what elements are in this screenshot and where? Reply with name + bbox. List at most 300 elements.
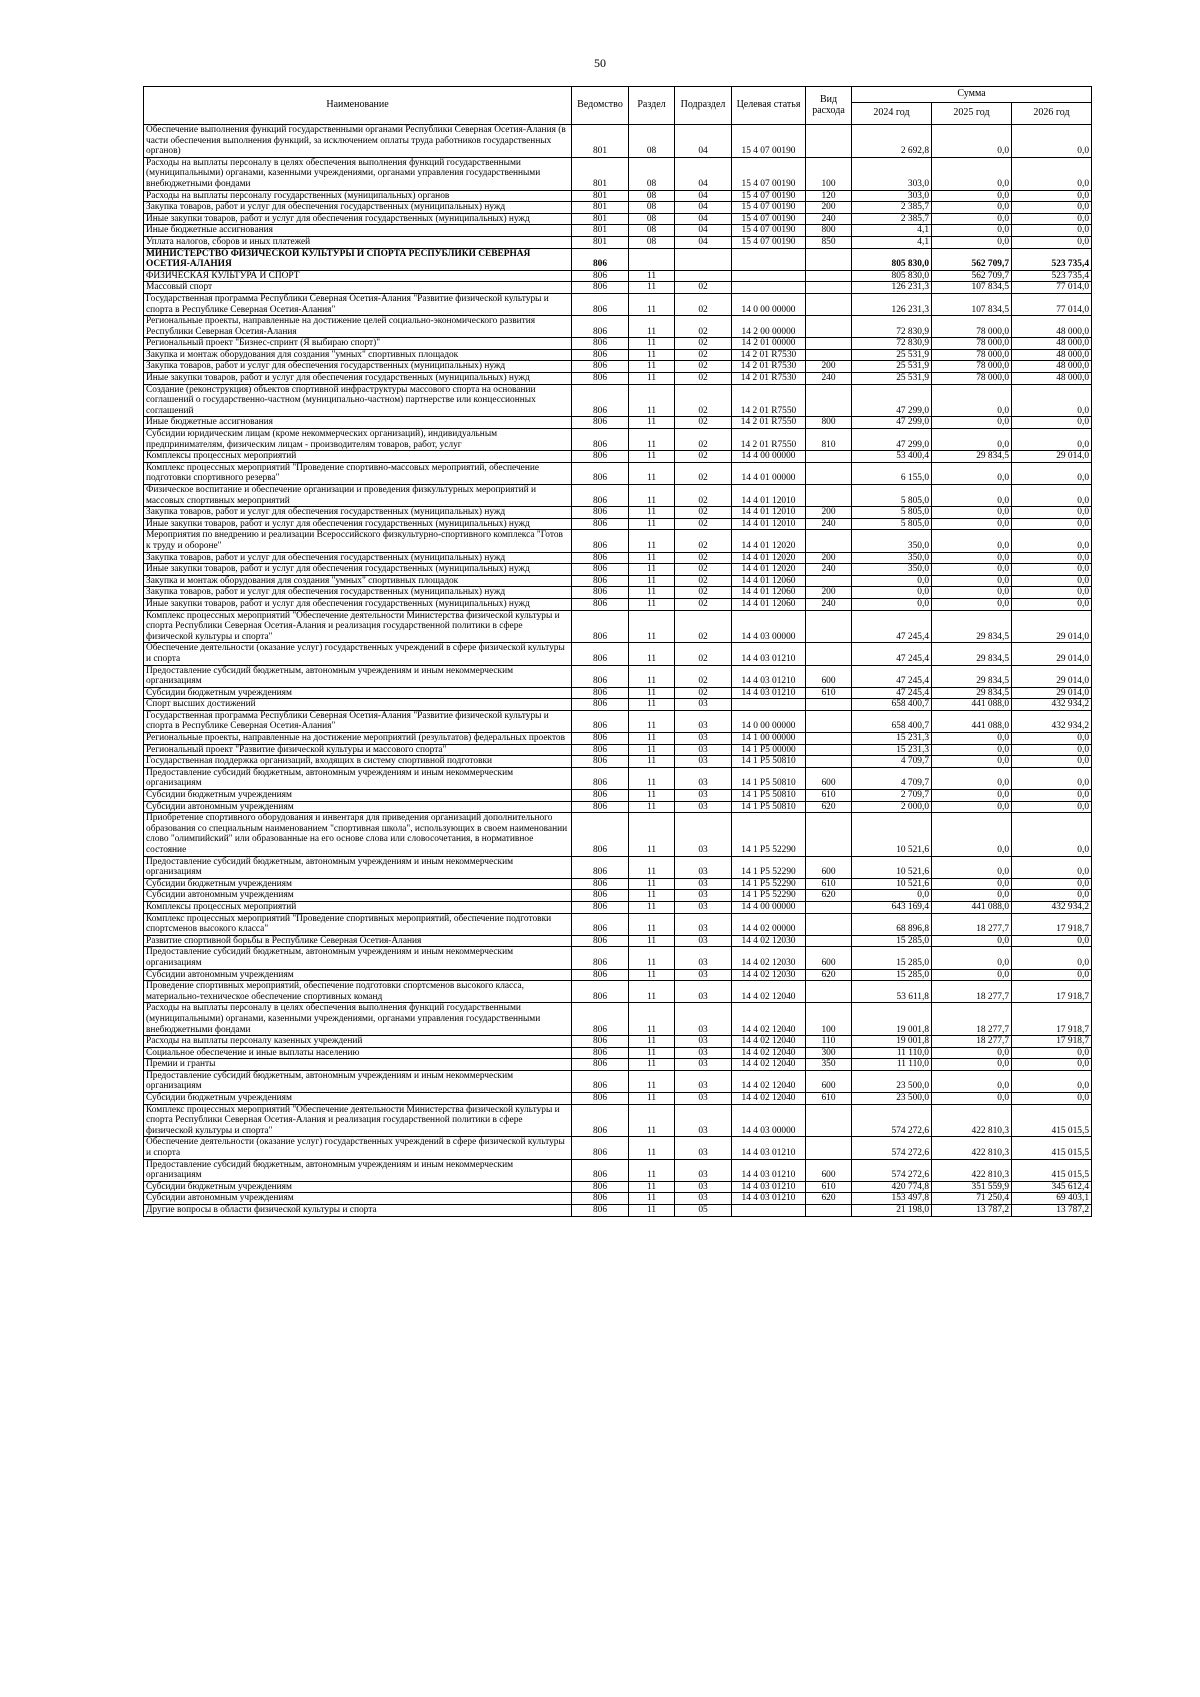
cell-razdel: 11 bbox=[629, 293, 675, 315]
table-row bbox=[144, 1193, 1092, 1205]
cell-vedomstvo: 806 bbox=[572, 913, 629, 935]
cell-razdel: 11 bbox=[629, 429, 675, 451]
cell-sum-2024: 68 896,8 bbox=[852, 913, 932, 935]
cell-name: Массовый спорт bbox=[144, 282, 572, 294]
cell-razdel: 11 bbox=[629, 270, 675, 282]
cell-sum-2025: 562 709,7 bbox=[932, 270, 1012, 282]
table-row bbox=[144, 643, 1092, 665]
cell-sum-2026: 0,0 bbox=[1012, 530, 1092, 552]
cell-vid-raskhoda: 600 bbox=[806, 1159, 852, 1181]
cell-sum-2024: 4,1 bbox=[852, 236, 932, 248]
cell-sum-2025: 0,0 bbox=[932, 856, 1012, 878]
cell-vid-raskhoda bbox=[806, 349, 852, 361]
cell-vedomstvo: 806 bbox=[572, 1104, 629, 1137]
cell-sum-2025: 0,0 bbox=[932, 947, 1012, 969]
cell-sum-2026: 17 918,7 bbox=[1012, 1003, 1092, 1036]
cell-vid-raskhoda bbox=[806, 293, 852, 315]
cell-sum-2026: 523 735,4 bbox=[1012, 270, 1092, 282]
cell-celevaya-statya: 14 4 02 12030 bbox=[732, 969, 806, 981]
cell-sum-2025: 29 834,5 bbox=[932, 451, 1012, 463]
cell-celevaya-statya: 14 4 01 12020 bbox=[732, 552, 806, 564]
table-row bbox=[144, 1104, 1092, 1137]
cell-name: Обеспечение деятельности (оказание услуг) государственных учреждений в сфере физической культуры и спорта bbox=[144, 1137, 572, 1159]
table-row bbox=[144, 813, 1092, 856]
cell-sum-2025: 71 250,4 bbox=[932, 1193, 1012, 1205]
cell-name: Предоставление субсидий бюджетным, автономным учреждениям и иным некоммерческим организациям bbox=[144, 947, 572, 969]
cell-razdel: 11 bbox=[629, 361, 675, 373]
cell-vid-raskhoda bbox=[806, 270, 852, 282]
cell-razdel: 11 bbox=[629, 981, 675, 1003]
cell-celevaya-statya: 14 2 01 R7550 bbox=[732, 384, 806, 417]
cell-sum-2025: 107 834,5 bbox=[932, 293, 1012, 315]
cell-razdel: 11 bbox=[629, 1047, 675, 1059]
header-vedomstvo: Ведомство bbox=[572, 87, 629, 125]
cell-vedomstvo: 806 bbox=[572, 1137, 629, 1159]
table-row bbox=[144, 1205, 1092, 1217]
cell-name: Закупка и монтаж оборудования для создания "умных" спортивных площадок bbox=[144, 349, 572, 361]
cell-sum-2024: 6 155,0 bbox=[852, 462, 932, 484]
cell-vid-raskhoda bbox=[806, 451, 852, 463]
cell-vedomstvo: 801 bbox=[572, 125, 629, 158]
cell-celevaya-statya: 14 1 P5 50810 bbox=[732, 767, 806, 789]
table-row bbox=[144, 878, 1092, 890]
table-row bbox=[144, 225, 1092, 237]
cell-razdel: 11 bbox=[629, 564, 675, 576]
cell-podrazdel: 03 bbox=[675, 1137, 732, 1159]
table-row bbox=[144, 530, 1092, 552]
cell-podrazdel: 02 bbox=[675, 530, 732, 552]
table-row bbox=[144, 125, 1092, 158]
cell-vid-raskhoda bbox=[806, 699, 852, 711]
cell-sum-2025: 107 834,5 bbox=[932, 282, 1012, 294]
cell-vid-raskhoda: 850 bbox=[806, 236, 852, 248]
cell-sum-2025: 0,0 bbox=[932, 1047, 1012, 1059]
cell-name: Другие вопросы в области физической культуры и спорта bbox=[144, 1205, 572, 1217]
cell-vedomstvo: 806 bbox=[572, 969, 629, 981]
cell-razdel: 11 bbox=[629, 890, 675, 902]
cell-sum-2025: 0,0 bbox=[932, 236, 1012, 248]
cell-vid-raskhoda bbox=[806, 248, 852, 270]
cell-sum-2024: 2 385,7 bbox=[852, 202, 932, 214]
cell-podrazdel: 03 bbox=[675, 790, 732, 802]
cell-celevaya-statya: 15 4 07 00190 bbox=[732, 125, 806, 158]
cell-celevaya-statya: 14 4 01 12010 bbox=[732, 485, 806, 507]
cell-sum-2024: 15 285,0 bbox=[852, 969, 932, 981]
table-row bbox=[144, 316, 1092, 338]
cell-vid-raskhoda: 800 bbox=[806, 225, 852, 237]
cell-razdel: 11 bbox=[629, 1093, 675, 1105]
cell-vedomstvo: 801 bbox=[572, 157, 629, 190]
cell-celevaya-statya: 14 0 00 00000 bbox=[732, 710, 806, 732]
cell-sum-2026: 48 000,0 bbox=[1012, 316, 1092, 338]
cell-sum-2024: 15 231,3 bbox=[852, 744, 932, 756]
cell-razdel: 11 bbox=[629, 610, 675, 643]
cell-sum-2024: 72 830,9 bbox=[852, 338, 932, 350]
cell-sum-2026: 0,0 bbox=[1012, 485, 1092, 507]
cell-sum-2024: 303,0 bbox=[852, 190, 932, 202]
cell-sum-2026: 29 014,0 bbox=[1012, 451, 1092, 463]
cell-razdel: 11 bbox=[629, 451, 675, 463]
cell-vid-raskhoda: 200 bbox=[806, 587, 852, 599]
cell-sum-2025: 0,0 bbox=[932, 756, 1012, 768]
cell-celevaya-statya: 14 4 01 12010 bbox=[732, 518, 806, 530]
cell-vid-raskhoda bbox=[806, 338, 852, 350]
cell-name: Комплекс процессных мероприятий "Обеспечение деятельности Министерства физической культуры и спорта Республики Северная Осетия-Алания и реализация государственной политики в сфере физической культуры и спорта" bbox=[144, 1104, 572, 1137]
cell-sum-2025: 0,0 bbox=[932, 598, 1012, 610]
cell-sum-2025: 0,0 bbox=[932, 1059, 1012, 1071]
table-row bbox=[144, 248, 1092, 270]
cell-vedomstvo: 806 bbox=[572, 901, 629, 913]
cell-celevaya-statya: 14 1 P5 50810 bbox=[732, 790, 806, 802]
cell-vid-raskhoda: 100 bbox=[806, 157, 852, 190]
cell-name: Субсидии автономным учреждениям bbox=[144, 890, 572, 902]
cell-name: Комплексы процессных мероприятий bbox=[144, 901, 572, 913]
cell-celevaya-statya: 14 2 01 R7530 bbox=[732, 349, 806, 361]
cell-name: Иные бюджетные ассигнования bbox=[144, 225, 572, 237]
cell-sum-2025: 29 834,5 bbox=[932, 665, 1012, 687]
cell-name: Иные закупки товаров, работ и услуг для обеспечения государственных (муниципальных) нужд bbox=[144, 518, 572, 530]
cell-podrazdel: 03 bbox=[675, 756, 732, 768]
table-row bbox=[144, 552, 1092, 564]
cell-sum-2024: 25 531,9 bbox=[852, 361, 932, 373]
table-row bbox=[144, 1036, 1092, 1048]
cell-sum-2025: 0,0 bbox=[932, 767, 1012, 789]
cell-sum-2025: 0,0 bbox=[932, 969, 1012, 981]
table-row bbox=[144, 349, 1092, 361]
cell-sum-2025: 0,0 bbox=[932, 530, 1012, 552]
cell-name: Закупка товаров, работ и услуг для обеспечения государственных (муниципальных) нужд bbox=[144, 552, 572, 564]
cell-sum-2024: 126 231,3 bbox=[852, 293, 932, 315]
cell-sum-2025: 0,0 bbox=[932, 518, 1012, 530]
cell-sum-2026: 0,0 bbox=[1012, 733, 1092, 745]
cell-name: Субсидии автономным учреждениям bbox=[144, 1193, 572, 1205]
cell-name: Комплекс процессных мероприятий "Обеспечение деятельности Министерства физической культуры и спорта Республики Северная Осетия-Алания и реализация государственной политики в сфере физической культуры и спорта" bbox=[144, 610, 572, 643]
cell-vid-raskhoda: 200 bbox=[806, 361, 852, 373]
cell-razdel: 11 bbox=[629, 935, 675, 947]
cell-sum-2026: 0,0 bbox=[1012, 575, 1092, 587]
cell-podrazdel: 02 bbox=[675, 361, 732, 373]
cell-sum-2025: 78 000,0 bbox=[932, 373, 1012, 385]
cell-vid-raskhoda bbox=[806, 1205, 852, 1217]
cell-sum-2024: 350,0 bbox=[852, 530, 932, 552]
cell-celevaya-statya: 14 4 01 12060 bbox=[732, 598, 806, 610]
cell-celevaya-statya: 14 2 01 R7550 bbox=[732, 417, 806, 429]
cell-sum-2026: 0,0 bbox=[1012, 813, 1092, 856]
cell-razdel: 08 bbox=[629, 213, 675, 225]
cell-razdel: 11 bbox=[629, 744, 675, 756]
cell-podrazdel: 03 bbox=[675, 947, 732, 969]
cell-vid-raskhoda: 600 bbox=[806, 856, 852, 878]
cell-podrazdel: 03 bbox=[675, 1047, 732, 1059]
cell-sum-2024: 2 385,7 bbox=[852, 213, 932, 225]
cell-podrazdel: 04 bbox=[675, 190, 732, 202]
cell-vid-raskhoda: 200 bbox=[806, 202, 852, 214]
cell-sum-2025: 0,0 bbox=[932, 125, 1012, 158]
cell-vid-raskhoda bbox=[806, 575, 852, 587]
cell-sum-2024: 25 531,9 bbox=[852, 349, 932, 361]
cell-vedomstvo: 806 bbox=[572, 485, 629, 507]
cell-sum-2026: 0,0 bbox=[1012, 587, 1092, 599]
cell-vid-raskhoda bbox=[806, 485, 852, 507]
header-summa: Сумма bbox=[852, 87, 1092, 103]
cell-sum-2026: 0,0 bbox=[1012, 157, 1092, 190]
cell-sum-2024: 805 830,0 bbox=[852, 270, 932, 282]
cell-sum-2024: 47 299,0 bbox=[852, 429, 932, 451]
cell-podrazdel: 03 bbox=[675, 1104, 732, 1137]
cell-name: Субсидии бюджетным учреждениям bbox=[144, 687, 572, 699]
cell-sum-2026: 432 934,2 bbox=[1012, 901, 1092, 913]
cell-celevaya-statya: 14 1 P5 50810 bbox=[732, 756, 806, 768]
cell-sum-2026: 0,0 bbox=[1012, 935, 1092, 947]
cell-sum-2025: 0,0 bbox=[932, 1070, 1012, 1092]
cell-sum-2026: 0,0 bbox=[1012, 190, 1092, 202]
table-row bbox=[144, 1137, 1092, 1159]
cell-name: Расходы на выплаты персоналу государственных (муниципальных) органов bbox=[144, 190, 572, 202]
cell-name: Комплекс процессных мероприятий "Проведение спортивно-массовых мероприятий, обеспечение подготовки спортивного резерва" bbox=[144, 462, 572, 484]
cell-vedomstvo: 801 bbox=[572, 202, 629, 214]
cell-vedomstvo: 806 bbox=[572, 293, 629, 315]
cell-sum-2025: 29 834,5 bbox=[932, 643, 1012, 665]
table-row bbox=[144, 901, 1092, 913]
cell-name: Иные закупки товаров, работ и услуг для обеспечения государственных (муниципальных) нужд bbox=[144, 373, 572, 385]
cell-podrazdel: 02 bbox=[675, 518, 732, 530]
cell-sum-2025: 0,0 bbox=[932, 575, 1012, 587]
cell-sum-2026: 29 014,0 bbox=[1012, 687, 1092, 699]
cell-sum-2026: 0,0 bbox=[1012, 878, 1092, 890]
cell-vedomstvo: 806 bbox=[572, 361, 629, 373]
cell-vedomstvo: 806 bbox=[572, 947, 629, 969]
cell-celevaya-statya: 14 4 00 00000 bbox=[732, 901, 806, 913]
cell-razdel: 11 bbox=[629, 643, 675, 665]
table-row bbox=[144, 1181, 1092, 1193]
cell-celevaya-statya: 14 4 02 12030 bbox=[732, 935, 806, 947]
cell-vid-raskhoda: 200 bbox=[806, 552, 852, 564]
cell-razdel: 11 bbox=[629, 282, 675, 294]
cell-vedomstvo: 806 bbox=[572, 1159, 629, 1181]
cell-podrazdel: 04 bbox=[675, 125, 732, 158]
cell-sum-2026: 415 015,5 bbox=[1012, 1159, 1092, 1181]
cell-vedomstvo: 806 bbox=[572, 1070, 629, 1092]
cell-sum-2024: 643 169,4 bbox=[852, 901, 932, 913]
cell-razdel: 11 bbox=[629, 373, 675, 385]
cell-sum-2024: 126 231,3 bbox=[852, 282, 932, 294]
cell-name: Субсидии бюджетным учреждениям bbox=[144, 878, 572, 890]
cell-name: МИНИСТЕРСТВО ФИЗИЧЕСКОЙ КУЛЬТУРЫ И СПОРТА РЕСПУБЛИКИ СЕВЕРНАЯ ОСЕТИЯ-АЛАНИЯ bbox=[144, 248, 572, 270]
cell-sum-2025: 0,0 bbox=[932, 507, 1012, 519]
cell-podrazdel: 03 bbox=[675, 1070, 732, 1092]
cell-vedomstvo: 806 bbox=[572, 282, 629, 294]
cell-sum-2026: 48 000,0 bbox=[1012, 373, 1092, 385]
cell-vedomstvo: 801 bbox=[572, 213, 629, 225]
cell-vid-raskhoda: 240 bbox=[806, 213, 852, 225]
cell-razdel: 11 bbox=[629, 316, 675, 338]
cell-sum-2024: 2 692,8 bbox=[852, 125, 932, 158]
cell-razdel: 08 bbox=[629, 225, 675, 237]
cell-razdel: 11 bbox=[629, 801, 675, 813]
cell-sum-2026: 17 918,7 bbox=[1012, 1036, 1092, 1048]
cell-celevaya-statya: 14 0 00 00000 bbox=[732, 293, 806, 315]
cell-sum-2024: 11 110,0 bbox=[852, 1059, 932, 1071]
cell-sum-2025: 18 277,7 bbox=[932, 981, 1012, 1003]
cell-vedomstvo: 801 bbox=[572, 236, 629, 248]
cell-vid-raskhoda: 610 bbox=[806, 878, 852, 890]
cell-vedomstvo: 806 bbox=[572, 801, 629, 813]
cell-name: Расходы на выплаты персоналу в целях обеспечения выполнения функций государственными (муниципальными) органами, казенными учреждениями, органами управления государственными внебюджетными фондами bbox=[144, 1003, 572, 1036]
cell-celevaya-statya: 14 4 02 12040 bbox=[732, 1047, 806, 1059]
cell-celevaya-statya: 14 4 02 12040 bbox=[732, 1036, 806, 1048]
cell-vid-raskhoda: 610 bbox=[806, 1093, 852, 1105]
cell-podrazdel: 04 bbox=[675, 202, 732, 214]
cell-razdel: 11 bbox=[629, 587, 675, 599]
cell-razdel: 11 bbox=[629, 665, 675, 687]
cell-sum-2026: 0,0 bbox=[1012, 1047, 1092, 1059]
cell-sum-2025: 13 787,2 bbox=[932, 1205, 1012, 1217]
cell-sum-2026: 0,0 bbox=[1012, 801, 1092, 813]
cell-razdel: 11 bbox=[629, 687, 675, 699]
cell-sum-2026: 0,0 bbox=[1012, 1093, 1092, 1105]
cell-podrazdel: 03 bbox=[675, 969, 732, 981]
cell-podrazdel: 02 bbox=[675, 282, 732, 294]
header-year-2026: 2026 год bbox=[1012, 103, 1092, 125]
cell-name: Премии и гранты bbox=[144, 1059, 572, 1071]
cell-vid-raskhoda bbox=[806, 913, 852, 935]
cell-sum-2026: 0,0 bbox=[1012, 969, 1092, 981]
cell-sum-2025: 18 277,7 bbox=[932, 1036, 1012, 1048]
cell-sum-2024: 2 709,7 bbox=[852, 790, 932, 802]
cell-podrazdel: 02 bbox=[675, 451, 732, 463]
cell-vedomstvo: 806 bbox=[572, 1181, 629, 1193]
table-row bbox=[144, 507, 1092, 519]
cell-sum-2026: 0,0 bbox=[1012, 202, 1092, 214]
cell-celevaya-statya: 14 4 02 12040 bbox=[732, 981, 806, 1003]
cell-celevaya-statya: 14 4 03 00000 bbox=[732, 610, 806, 643]
table-row bbox=[144, 157, 1092, 190]
header-razdel: Раздел bbox=[629, 87, 675, 125]
cell-sum-2024: 658 400,7 bbox=[852, 699, 932, 711]
cell-vid-raskhoda: 120 bbox=[806, 190, 852, 202]
cell-vedomstvo: 806 bbox=[572, 1205, 629, 1217]
cell-sum-2025: 0,0 bbox=[932, 878, 1012, 890]
cell-vid-raskhoda: 600 bbox=[806, 947, 852, 969]
cell-vedomstvo: 806 bbox=[572, 530, 629, 552]
cell-podrazdel: 02 bbox=[675, 507, 732, 519]
cell-razdel: 11 bbox=[629, 1181, 675, 1193]
cell-vid-raskhoda bbox=[806, 530, 852, 552]
cell-vid-raskhoda bbox=[806, 1137, 852, 1159]
cell-sum-2024: 5 805,0 bbox=[852, 507, 932, 519]
cell-podrazdel: 02 bbox=[675, 598, 732, 610]
cell-name: Комплекс процессных мероприятий "Проведение спортивных мероприятий, обеспечение подготовки спортсменов высокого класса" bbox=[144, 913, 572, 935]
cell-sum-2025: 0,0 bbox=[932, 429, 1012, 451]
cell-celevaya-statya: 14 2 01 R7530 bbox=[732, 373, 806, 385]
cell-razdel: 11 bbox=[629, 878, 675, 890]
cell-sum-2026: 48 000,0 bbox=[1012, 361, 1092, 373]
cell-sum-2026: 0,0 bbox=[1012, 213, 1092, 225]
cell-celevaya-statya: 14 1 P5 52290 bbox=[732, 878, 806, 890]
cell-vedomstvo: 806 bbox=[572, 587, 629, 599]
cell-podrazdel: 02 bbox=[675, 462, 732, 484]
cell-vid-raskhoda: 100 bbox=[806, 1003, 852, 1036]
cell-sum-2025: 0,0 bbox=[932, 462, 1012, 484]
cell-sum-2024: 574 272,6 bbox=[852, 1159, 932, 1181]
cell-podrazdel bbox=[675, 270, 732, 282]
cell-razdel: 11 bbox=[629, 1059, 675, 1071]
cell-celevaya-statya bbox=[732, 1205, 806, 1217]
cell-vedomstvo: 806 bbox=[572, 687, 629, 699]
cell-razdel: 11 bbox=[629, 710, 675, 732]
cell-name: Расходы на выплаты персоналу в целях обеспечения выполнения функций государственными (муниципальными) органами, казенными учреждениями, органами управления государственными внебюджетными фондами bbox=[144, 157, 572, 190]
table-row bbox=[144, 518, 1092, 530]
cell-celevaya-statya: 14 4 02 12040 bbox=[732, 1059, 806, 1071]
cell-vedomstvo: 806 bbox=[572, 813, 629, 856]
cell-sum-2025: 0,0 bbox=[932, 744, 1012, 756]
cell-name: Иные бюджетные ассигнования bbox=[144, 417, 572, 429]
cell-vid-raskhoda: 620 bbox=[806, 890, 852, 902]
cell-vedomstvo: 806 bbox=[572, 610, 629, 643]
cell-podrazdel: 03 bbox=[675, 1059, 732, 1071]
cell-podrazdel: 03 bbox=[675, 733, 732, 745]
cell-podrazdel: 03 bbox=[675, 710, 732, 732]
cell-celevaya-statya: 14 4 01 12060 bbox=[732, 575, 806, 587]
cell-sum-2025: 78 000,0 bbox=[932, 361, 1012, 373]
cell-sum-2026: 0,0 bbox=[1012, 564, 1092, 576]
cell-vedomstvo: 806 bbox=[572, 1093, 629, 1105]
table-row bbox=[144, 801, 1092, 813]
cell-vedomstvo: 806 bbox=[572, 790, 629, 802]
cell-razdel: 11 bbox=[629, 485, 675, 507]
cell-celevaya-statya bbox=[732, 270, 806, 282]
cell-podrazdel: 02 bbox=[675, 575, 732, 587]
cell-name: Развитие спортивной борьбы в Республике Северная Осетия-Алания bbox=[144, 935, 572, 947]
table-row bbox=[144, 687, 1092, 699]
cell-sum-2024: 47 245,4 bbox=[852, 610, 932, 643]
cell-sum-2024: 805 830,0 bbox=[852, 248, 932, 270]
table-row bbox=[144, 373, 1092, 385]
cell-razdel: 11 bbox=[629, 598, 675, 610]
cell-vedomstvo: 806 bbox=[572, 643, 629, 665]
header-vid-raskhoda: Вид расхода bbox=[806, 87, 852, 125]
cell-vid-raskhoda: 300 bbox=[806, 1047, 852, 1059]
cell-celevaya-statya: 14 4 00 00000 bbox=[732, 451, 806, 463]
cell-name: Закупка товаров, работ и услуг для обеспечения государственных (муниципальных) нужд bbox=[144, 587, 572, 599]
cell-podrazdel: 04 bbox=[675, 157, 732, 190]
cell-sum-2026: 17 918,7 bbox=[1012, 913, 1092, 935]
cell-vedomstvo: 806 bbox=[572, 518, 629, 530]
cell-sum-2026: 0,0 bbox=[1012, 518, 1092, 530]
cell-sum-2025: 18 277,7 bbox=[932, 913, 1012, 935]
cell-sum-2024: 4 709,7 bbox=[852, 767, 932, 789]
cell-vid-raskhoda bbox=[806, 643, 852, 665]
cell-name: Субсидии юридическим лицам (кроме некоммерческих организаций), индивидуальным предпринимателям, физическим лицам - производителям товаров, работ, услуг bbox=[144, 429, 572, 451]
cell-vid-raskhoda: 600 bbox=[806, 767, 852, 789]
cell-name: Физическое воспитание и обеспечение организации и проведения физкультурных мероприятий и массовых спортивных мероприятий bbox=[144, 485, 572, 507]
cell-name: Обеспечение выполнения функций государственными органами Республики Северная Осетия-Алания (в части обеспечения выполнения функций, за исключением оплаты труда работников государственных органов) bbox=[144, 125, 572, 158]
cell-podrazdel: 02 bbox=[675, 665, 732, 687]
cell-vid-raskhoda bbox=[806, 282, 852, 294]
cell-vid-raskhoda: 350 bbox=[806, 1059, 852, 1071]
table-row bbox=[144, 935, 1092, 947]
table-row bbox=[144, 429, 1092, 451]
cell-sum-2024: 4 709,7 bbox=[852, 756, 932, 768]
cell-sum-2025: 562 709,7 bbox=[932, 248, 1012, 270]
cell-sum-2024: 2 000,0 bbox=[852, 801, 932, 813]
cell-sum-2025: 0,0 bbox=[932, 157, 1012, 190]
cell-sum-2025: 422 810,3 bbox=[932, 1137, 1012, 1159]
cell-vedomstvo: 806 bbox=[572, 756, 629, 768]
cell-razdel: 11 bbox=[629, 901, 675, 913]
cell-vedomstvo: 806 bbox=[572, 890, 629, 902]
table-row bbox=[144, 202, 1092, 214]
